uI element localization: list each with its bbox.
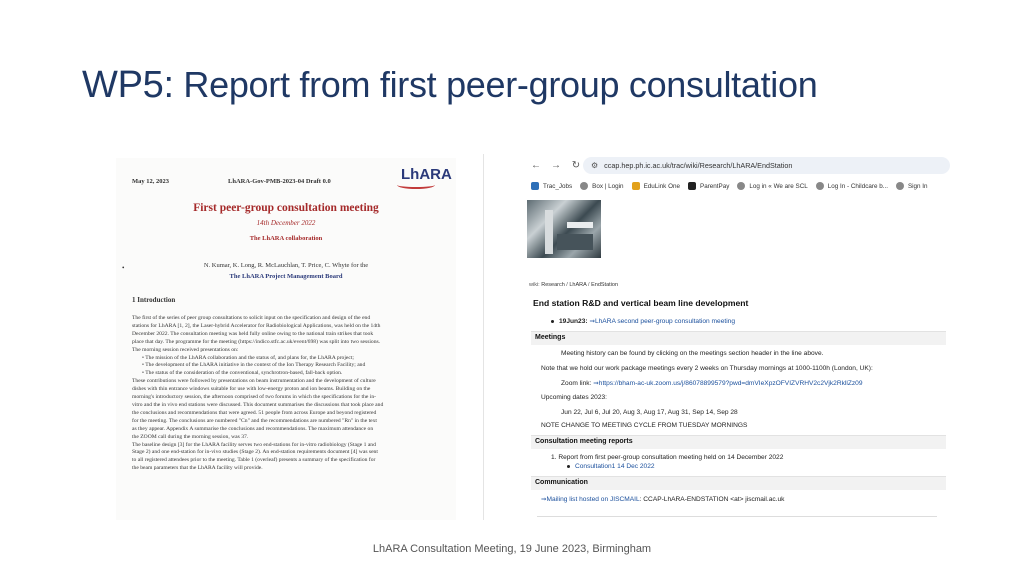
address-url: ccap.hep.ph.ic.ac.uk/trac/wiki/Research/LhARA/EndStation <box>604 161 793 170</box>
breadcrumb-research[interactable]: Research <box>541 282 565 288</box>
forward-icon[interactable]: → <box>551 159 561 171</box>
address-bar[interactable] <box>583 157 950 174</box>
page-title: End station R&D and vertical beam line development <box>533 298 749 308</box>
bookmark-parentpay[interactable]: ParentPay <box>688 182 729 190</box>
slide-title-text: Report from first peer-group consultation <box>173 64 818 105</box>
meetings-header[interactable]: Meetings <box>535 334 566 341</box>
bookmark-box[interactable]: Box | Login <box>580 182 623 190</box>
mailing-list-line: ⇒Mailing list hosted on JISCMAIL: CCAP-LhARA-ENDSTATION <at> jiscmail.ac.uk <box>541 496 785 503</box>
bookmark-icon <box>632 182 640 190</box>
bookmark-sign-in[interactable]: Sign In <box>896 182 928 190</box>
reports-section[interactable] <box>531 435 946 449</box>
paper-authors: N. Kumar, K. Long, R. McLauchlan, T. Price, C. Whyte for the <box>203 262 369 269</box>
lhara-logo: LhARA <box>401 166 452 183</box>
mailing-list-link[interactable]: Mailing list hosted on JISCMAIL <box>546 496 640 503</box>
upcoming-dates: Jun 22, Jul 6, Jul 20, Aug 3, Aug 17, Aug 31, Sep 14, Sep 28 <box>561 409 738 416</box>
paper-section-heading: 1 Introduction <box>132 296 176 304</box>
reload-icon[interactable]: ↻ <box>571 159 581 171</box>
globe-icon <box>580 182 588 190</box>
breadcrumb-endstation[interactable]: EndStation <box>591 282 619 288</box>
bookmark-icon <box>688 182 696 190</box>
browser-screenshot <box>523 154 950 520</box>
bookmark-childcare[interactable]: Log In - Childcare b... <box>816 182 888 190</box>
report-item: 1. Report from first peer-group consultation meeting held on 14 December 2022 <box>551 454 784 461</box>
paper-doc-id: LhARA-Gov-PMB-2023-04 Draft 0.0 <box>228 178 331 185</box>
globe-icon <box>816 182 824 190</box>
bookmark-trac-jobs[interactable]: Trac_Jobs <box>531 182 572 190</box>
paper-date: May 12, 2023 <box>132 178 170 185</box>
beamline-photo <box>527 200 601 258</box>
slide-title <box>82 64 817 107</box>
meetings-history: Meeting history can be found by clicking on the meetings section header in the line above. <box>561 350 824 357</box>
site-settings-icon[interactable]: ⚙ <box>591 161 599 170</box>
consultation1-link[interactable]: Consultation1 14 Dec 2022 <box>575 463 655 470</box>
paper-screenshot: May 12, 2023 LhARA-Gov-PMB-2023-04 Draft 0.0 LhARA First peer-group consultation meeting 14th December 2022 The LhARA collaboration • N. Kumar, K. Long, R. McLauchlan, T. Price, C. Whyte for the The LhARA Project Management Board 1 Introduction The first of the series of peer group consultations to solicit input on the specification and design of the end stations for LhARA [1, 2], the Laser-hybrid Accelerator for Radiobiological Applications, was held on the 14th December 2022. The consultation meeting was held fully online owing to the national train strikes that took place that day. The programme for the meeting (https://indico.stfc.ac.uk/event/698) was split into two sessions. The morning session received presentations on: • The mission of the LhARA collaboration and the status of, and plans for, the LhARA project; • The development of the LhARA initiative in the context of the Ion Therapy Research Facility; and • The status of the consideration of the conventional, synchrotron-based, fall-back option. These contributions were followed by presentations on beam instrumentation and the development of culture dishes with thin entrance windows suitable for use with low-energy proton and ion beams. Building on the morning's introductory session, the afternoon comprised of two forums in which the specifications for the in- vitro and the in vivo end stations were discussed. This document summarises the discussions that took place and the conclusions and recommendations that were agreed. 51 people from across Europe and beyond registered for the meeting. The conclusions are numbered "Cn" and the recommendations are numbered "Rn" in the text as they appear. Appendix A summarise the conclusions and recommendations. The maximum attendance on the ZOOM call during the morning session, was 37. The baseline design [3] for the LhARA facility serves two end-stations for in-vitro radiobiology (Stage 1 and Stage 2) and one end-station for in-vivo studies (Stage 2). An end-station requirements document [4] was sent to all registered attendees prior to the meeting. Table 1 (overleaf) presents a summary of the specification for the beam parameters that the LhARA facility will provide. <box>116 158 456 520</box>
communication-section[interactable] <box>531 476 946 490</box>
communication-header[interactable]: Communication <box>535 479 588 486</box>
upcoming-label: Upcoming dates 2023: <box>541 394 607 401</box>
paper-title: First peer-group consultation meeting <box>193 202 379 214</box>
reports-header[interactable]: Consultation meeting reports <box>535 438 633 445</box>
paper-subtitle: 14th December 2022 <box>256 219 316 227</box>
slide-title-prefix: WP5: <box>82 64 174 106</box>
zoom-line: Zoom link: ⇒https://bham-ac-uk.zoom.us/j/86078899579?pwd=dmVIeXpzOFVIZVRHV2c2Vjk2RkllZz09 <box>561 380 863 387</box>
paper-collaboration: The LhARA collaboration <box>249 235 323 242</box>
bookmark-icon <box>531 182 539 190</box>
divider <box>483 154 484 520</box>
back-icon[interactable]: ← <box>531 159 541 171</box>
bookmarks-bar <box>523 178 950 194</box>
report-sub-item <box>567 463 655 470</box>
globe-icon <box>896 182 904 190</box>
paper-body: The first of the series of peer group consultations to solicit input on the specification and design of the end stations for LhARA [1, 2], the Laser-hybrid Accelerator for Radiobiological Applications, was held on the 14th December 2022. The consultation meeting was held fully online owing to the national train strikes that took place that day. The programme for the meeting (https://indico.stfc.ac.uk/event/698) was split into two sessions. The morning session received presentations on: • The mission of the LhARA collaboration and the status of, and plans for, the LhARA project; • The development of the LhARA initiative in the context of the Ion Therapy Research Facility; and • The status of the consideration of the conventional, synchrotron-based, fall-back option. These contributions were followed by presentations on beam instrumentation and the development of culture dishes with thin entrance windows suitable for use with low-energy proton and ion beams. Building on the morning's introductory session, the afternoon comprised of two forums in which the specifications for the in- vitro and the in vivo end stations were discussed. This document summarises the discussions that took place and the conclusions and recommendations that were agreed. 51 people from across Europe and beyond registered for the meeting. The conclusions are numbered "Cn" and the recommendations are numbered "Rn" in the text as they appear. Appendix A summarise the conclusions and recommendations. The maximum attendance on the ZOOM call during the morning session, was 37. The baseline design [3] for the LhARA facility serves two end-stations for in-vitro radiobiology (Stage 1 and Stage 2) and one end-station for in-vivo studies (Stage 2). An end-station requirements document [4] was sent to all registered attendees prior to the meeting. Table 1 (overleaf) presents a summary of the specification for the beam parameters that the LhARA facility will provide. <box>132 315 384 472</box>
breadcrumb-lhara[interactable]: LhARA <box>569 282 587 288</box>
zoom-link[interactable]: https://bham-ac-uk.zoom.us/j/86078899579?pwd=dmVIeXpzOFVIZVRHV2c2Vjk2RkllZz09 <box>598 380 863 387</box>
news-item: 19Jun23: ⇒LhARA second peer-group consultation meeting <box>551 317 735 325</box>
bookmark-scl[interactable]: Log in « We are SCL <box>737 182 807 190</box>
content-divider <box>537 516 937 517</box>
bookmark-edulink[interactable]: EduLink One <box>632 182 680 190</box>
cycle-note: NOTE CHANGE TO MEETING CYCLE FROM TUESDAY MORNINGS <box>541 422 748 429</box>
globe-icon <box>737 182 745 190</box>
meetings-section[interactable] <box>531 331 946 345</box>
breadcrumb: wiki: Research / LhARA / EndStation <box>529 282 619 288</box>
paper-board: The LhARA Project Management Board <box>229 273 343 280</box>
news-link[interactable]: LhARA second peer-group consultation meeting <box>594 318 735 325</box>
slide-footer: LhARA Consultation Meeting, 19 June 2023, Birmingham <box>372 543 652 555</box>
meetings-note: Note that we hold our work package meetings every 2 weeks on Thursday mornings at 1000-1100h (London, UK): <box>541 365 873 372</box>
